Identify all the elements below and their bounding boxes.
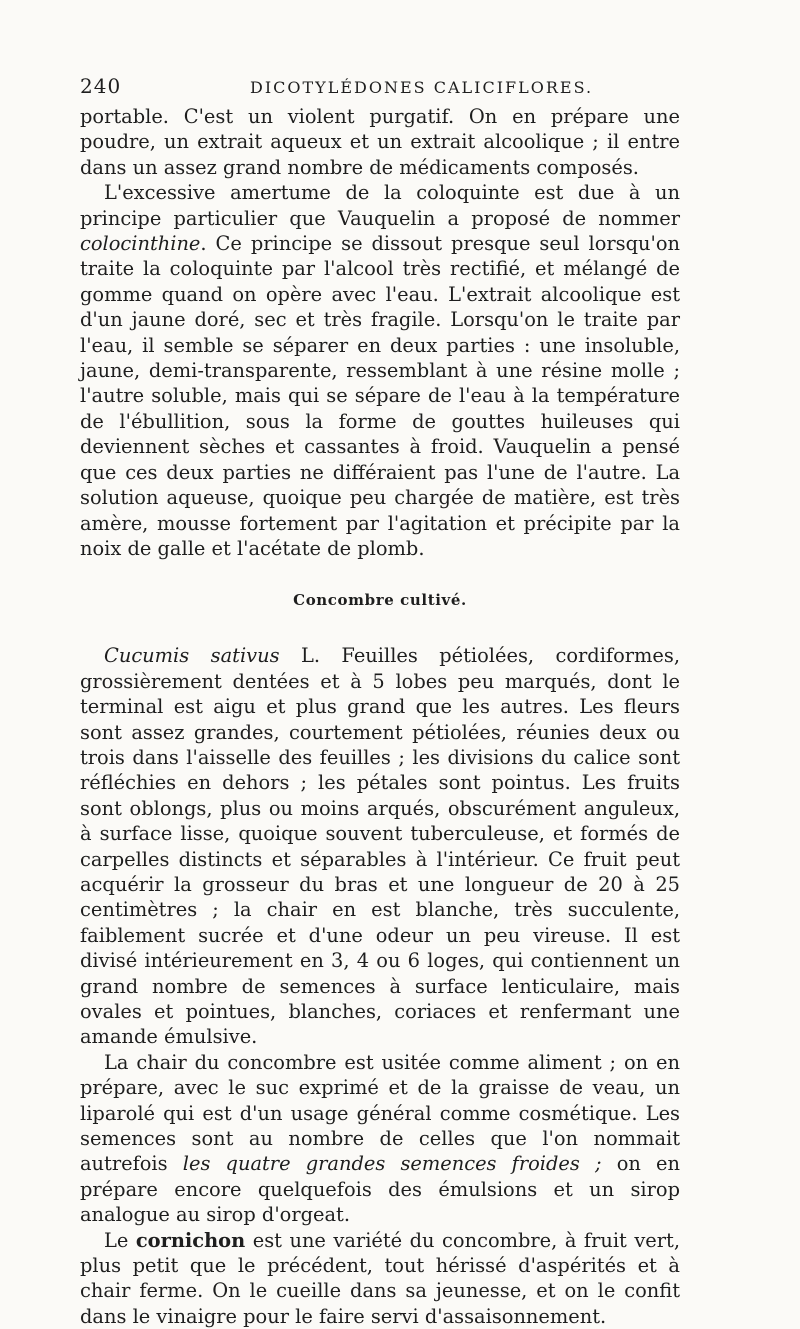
running-title: DICOTYLÉDONES CALICIFLORES. (250, 78, 594, 97)
page-number: 240 (80, 74, 122, 98)
term-colocinthine: colocinthine (80, 232, 201, 256)
section-heading: Concombre cultivé. (293, 591, 467, 610)
paragraph-text: La chair du concombre est usitée comme aliment ; on en prépare, avec le suc exprimé et de la graisse de veau, un liparolé qui est d'un usage général comme cosmétique. Les semences sont au nombre de celles que l'on nommait autrefois (80, 1050, 680, 1176)
continuation-paragraph: portable. C'est un violent purgatif. On en prépare une poudre, un extrait aqueux et un extrait alcoolique ; il entre dans un assez grand nombre de médicaments composés. (80, 105, 680, 179)
paragraph-text: L. Feuilles pétiolées, cordiformes, grossièrement dentées et à 5 lobes peu marqués, dont le terminal est aigu et plus grand que les autres. Les fleurs sont assez grandes, courtement pétiolées, réunies deux ou trois dans l'aisselle des feuilles ; les divisions du calice sont réfléchies en dehors ; les pétales sont pointus. Les fruits sont oblongs, plus ou moins arqués, obscurément anguleux, à surface lisse, quoique souvent tuberculeuse, et formés de carpelles distincts et séparables à l'intérieur. Ce fruit peut acquérir la grosseur du bras et une longueur de 20 à 25 centimètres ; la chair en est blanche, très succulente, faiblement sucrée et d'une odeur un peu vireuse. Il est divisé intérieurement en 3, 4 ou 6 loges, qui contiennent un grand nombre de semences à surface lenticulaire, mais ovales et pointues, blanches, coriaces et renfermant une amande émulsive. (80, 644, 681, 1049)
term-semences-froides: les quatre grandes semences froides ; (182, 1152, 602, 1176)
colocynth-paragraph (80, 180, 680, 561)
latin-name: Cucumis sativus (104, 644, 280, 668)
species-description (80, 643, 680, 1050)
paragraph-text: on en prépare encore quelquefois des émulsions et un sirop analogue au sirop d'orgeat. (80, 1152, 680, 1227)
uses-paragraph (80, 1050, 680, 1228)
main-text (80, 104, 680, 1329)
page-header (80, 74, 680, 100)
paragraph-text: est une variété du concombre, à fruit vert, plus petit que le précédent, tout hérissé d'aspérités et à chair ferme. On le cueille dans sa jeunesse, et on le confit dans le vinaigre pour le faire servi d'assaisonnement. (80, 1228, 680, 1328)
paragraph-text: L'excessive amertume de la coloquinte est due à un principe particulier que Vauquelin a proposé de nommer (80, 181, 680, 230)
term-cornichon: cornichon (135, 1228, 246, 1252)
paragraph-text: Le (104, 1228, 136, 1252)
cornichon-paragraph (80, 1228, 680, 1329)
paragraph-text: . Ce principe se dissout presque seul lorsqu'on traite la coloquinte par l'alcool très rectifié, et mélangé de gomme quand on opère avec l'eau. L'extrait alcoolique est d'un jaune doré, sec et très fragile. Lorsqu'on le traite par l'eau, il semble se séparer en deux parties : une insoluble, jaune, demi-transparente, ressemblant à une résine molle ; l'autre soluble, mais qui se sépare de l'eau à la température de l'ébullition, sous la forme de gouttes huileuses qui deviennent sèches et cassantes à froid. Vauquelin a pensé que ces deux parties ne différaient pas l'une de l'autre. La solution aqueuse, quoique peu chargée de matière, est très amère, mousse fortement par l'agitation et précipite par la noix de galle et l'acétate de plomb. (80, 232, 680, 560)
